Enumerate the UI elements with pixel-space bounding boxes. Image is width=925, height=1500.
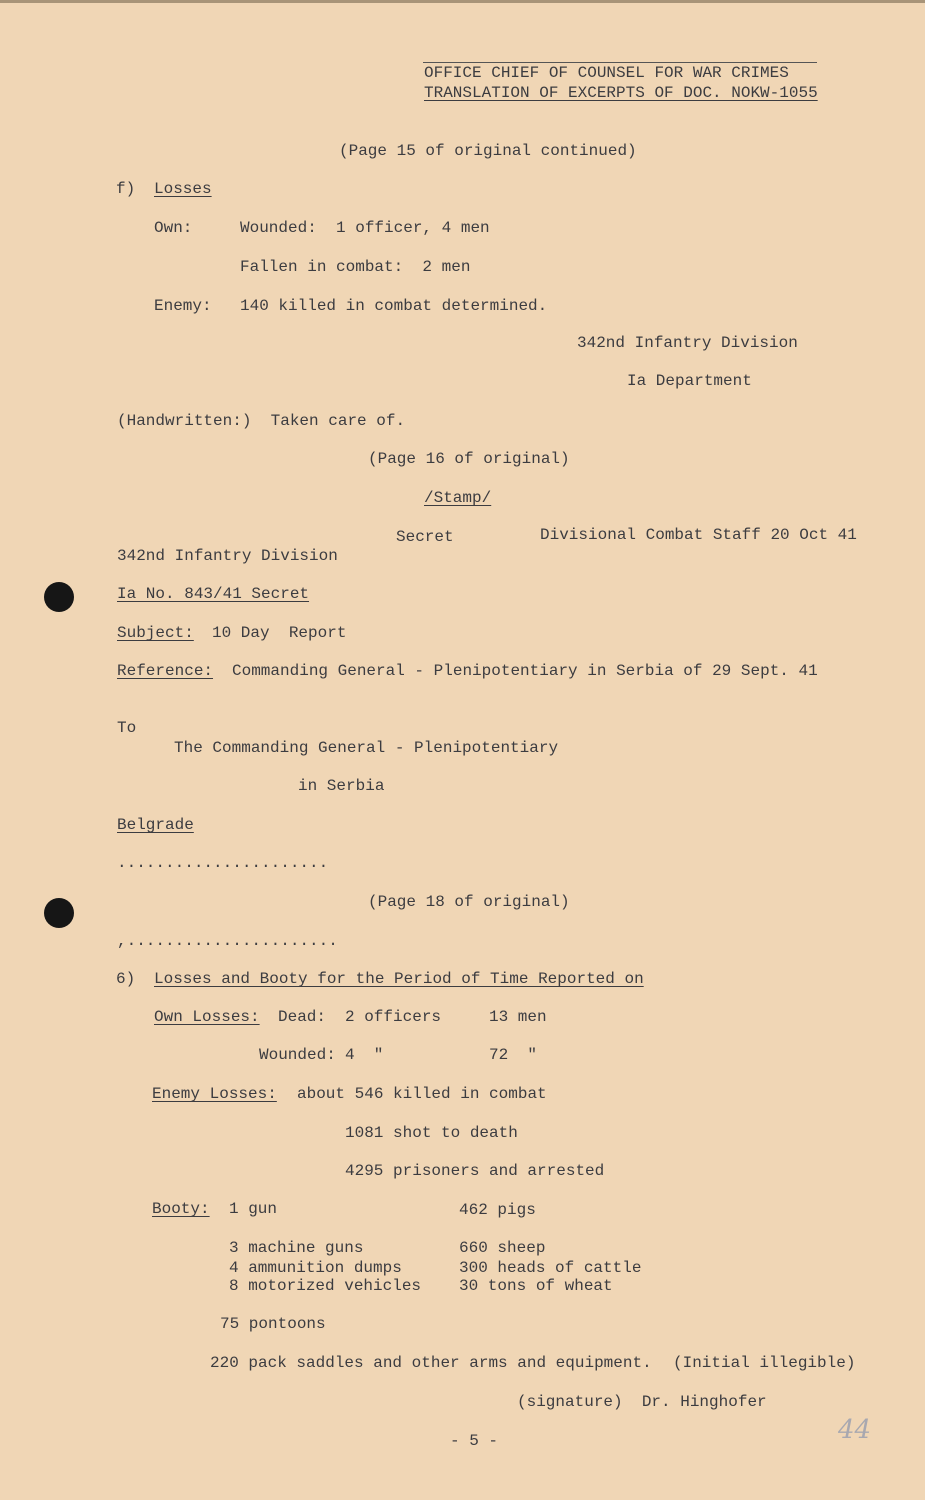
city-label: Belgrade [117,816,194,834]
initial-illegible: (Initial illegible) [673,1354,856,1372]
enemy-shot: 1081 shot to death [345,1124,518,1142]
handwritten-note: (Handwritten:) Taken care of. [117,412,406,430]
booty-pontoons: 75 pontoons [220,1315,326,1333]
own-losses-label: Own Losses: [154,1008,260,1026]
signature-line: (signature) Dr. Hinghofer [517,1393,767,1411]
top-edge [0,0,925,3]
own-wounded: Wounded: 1 officer, 4 men [240,219,490,237]
dead-men: 13 men [489,1008,547,1026]
enemy-killed: about 546 killed in combat [297,1085,547,1103]
booty-cattle: 300 heads of cattle [459,1259,642,1277]
punch-hole-bottom [44,898,74,928]
own-label: Own: [154,219,193,237]
enemy-text: 140 killed in combat determined. [240,297,548,315]
booty-heading-number: 6) [116,970,136,988]
division-sign: 342nd Infantry Division [577,334,798,352]
booty-pigs: 462 pigs [459,1201,536,1219]
division-name: 342nd Infantry Division [117,547,338,565]
booty-sheep: 660 sheep [459,1239,546,1257]
department-sign: Ia Department [627,372,752,390]
page-note-16: (Page 16 of original) [368,450,570,468]
booty-label: Booty: [152,1200,210,1218]
booty-machine-guns: 3 machine guns [229,1239,364,1257]
pencil-page-number: 44 [838,1415,872,1445]
enemy-prisoners: 4295 prisoners and arrested [345,1162,605,1180]
dotted-separator-1: ...................... [117,854,329,872]
enemy-losses-label: Enemy Losses: [152,1085,277,1103]
addressee-line-1: The Commanding General - Plenipotentiary [174,739,559,757]
punch-hole-top [44,582,74,612]
ia-number: Ia No. 843/41 Secret [117,585,310,603]
header-line-1: OFFICE CHIEF OF COUNSEL FOR WAR CRIMES [424,64,789,82]
wounded-label: Wounded: [259,1046,336,1064]
losses-heading: Losses [154,180,212,198]
booty-heading: Losses and Booty for the Period of Time Reported on [154,970,644,988]
booty-saddles: 220 pack saddles and other arms and equipment. [210,1354,652,1372]
dead-label: Dead: [278,1008,327,1026]
combat-staff-date: Divisional Combat Staff 20 Oct 41 [540,526,857,544]
to-label: To [117,719,137,737]
page-number: - 5 - [450,1432,499,1450]
dead-officers: 2 officers [345,1008,442,1026]
booty-vehicles: 8 motorized vehicles [229,1277,422,1295]
stamp-label: /Stamp/ [424,489,492,507]
header-line-2: TRANSLATION OF EXCERPTS OF DOC. NOKW-1055 [424,84,818,102]
booty-gun: 1 gun [229,1200,278,1218]
subject-label: Subject: [117,624,194,642]
page-note-18: (Page 18 of original) [368,893,570,911]
wounded-men: 72 " [489,1046,538,1064]
booty-wheat: 30 tons of wheat [459,1277,613,1295]
dotted-separator-2: ,...................... [117,932,338,950]
addressee-line-2: in Serbia [298,777,385,795]
reference-text: Commanding General - Plenipotentiary in Serbia of 29 Sept. 41 [232,662,818,680]
wounded-officers: 4 " [345,1046,384,1064]
losses-heading-number: f) [116,180,136,198]
enemy-label: Enemy: [154,297,212,315]
page-note-15: (Page 15 of original continued) [339,142,637,160]
reference-label: Reference: [117,662,214,680]
secret-label: Secret [396,528,454,546]
booty-ammunition-dumps: 4 ammunition dumps [229,1259,402,1277]
own-fallen: Fallen in combat: 2 men [240,258,471,276]
subject-text: 10 Day Report [212,624,347,642]
